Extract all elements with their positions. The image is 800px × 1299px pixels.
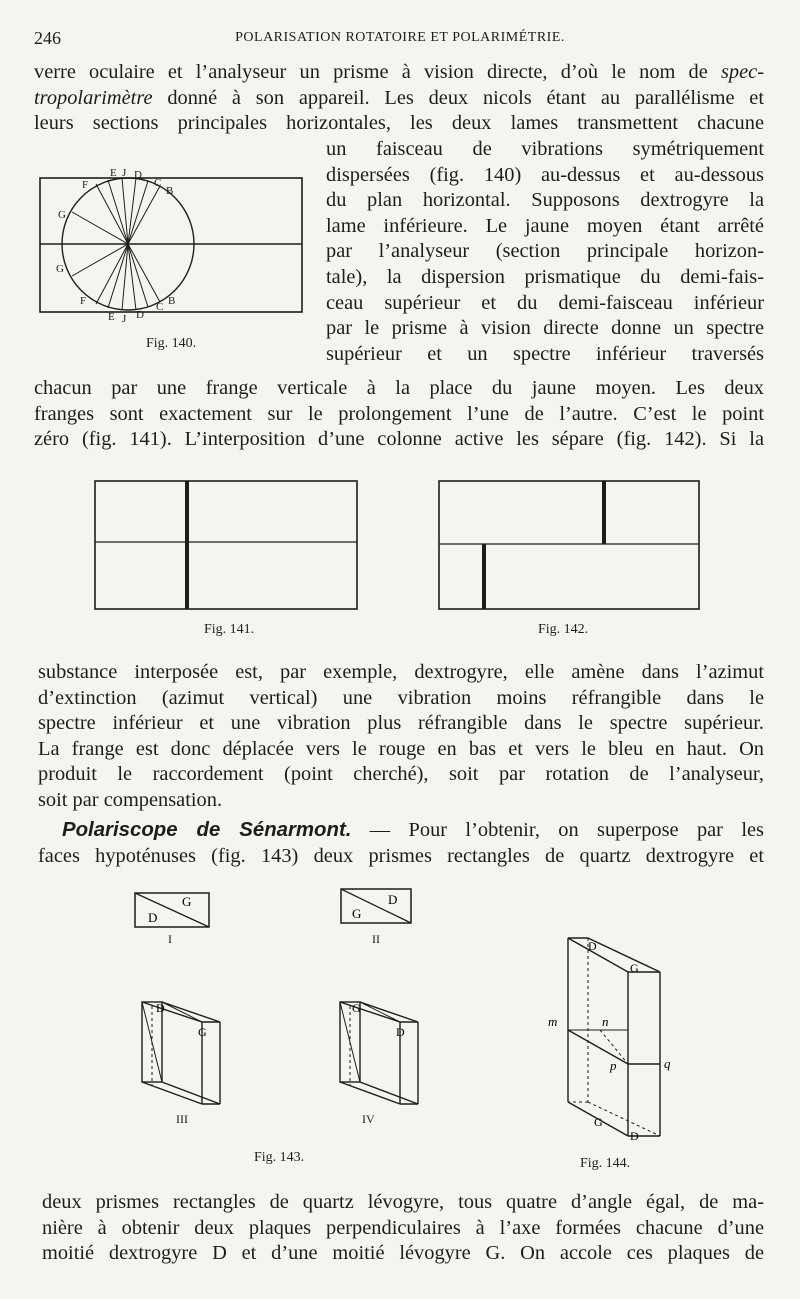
paragraph-block-5 — [38, 818, 764, 869]
fig144-label-bottom-d: D — [630, 1129, 639, 1143]
text-line: franges sont exactement sur le prolongement l’une de l’autre. C’est le point — [34, 402, 764, 425]
fig140-label-top-f: F — [82, 179, 89, 191]
figure-143-part-i — [134, 892, 210, 928]
fig143-numeral-iii: III — [176, 1112, 188, 1126]
figure-143-part-ii — [340, 888, 412, 924]
fig140-label-bottom-f: F — [80, 295, 87, 307]
running-title: POLARISATION ROTATOIRE ET POLARIMÉTRIE. — [235, 30, 565, 45]
fig140-label-bottom-j: J — [122, 313, 127, 325]
figure-143-part-iv — [338, 996, 424, 1120]
text-line: par le prisme à vision directe donne un spectre — [326, 317, 764, 340]
text-line: du plan horizontal. Supposons dextrogyre la — [326, 189, 764, 212]
text-line: La frange est donc déplacée vers le rouge en bas et vers le bleu en haut. On — [38, 737, 764, 760]
figure-143-part-iii — [140, 996, 226, 1120]
paragraph-block-6 — [42, 1190, 764, 1267]
fig144-label-m: m — [548, 1014, 558, 1029]
text-line: faces hypoténuses (fig. 143) deux prismes rectangles de quartz dextrogyre et — [38, 844, 764, 867]
text-line — [38, 818, 764, 844]
fig140-frame — [40, 178, 302, 312]
figure-144-diagram — [544, 934, 674, 1144]
figure-141-diagram — [94, 480, 358, 610]
figure-142-diagram — [438, 480, 700, 610]
fig144-label-bottom-g: G — [594, 1115, 603, 1129]
fig143-i-label-g: G — [182, 894, 192, 909]
text-line: un faisceau de vibrations symétriquement — [326, 138, 764, 160]
fig143-iii-label-g: G — [198, 1025, 207, 1039]
fig144-label-q: q — [664, 1056, 671, 1071]
fig140-label-top-g: G — [58, 209, 66, 221]
text-line-content: tropolarimètre donné à son appareil. Les deux nicols étant au parallélisme et — [34, 86, 764, 109]
text-line: supérieur et un spectre inférieur traversés — [326, 342, 764, 365]
text-line-content: verre oculaire et l’analyseur un prisme à vision directe, d’où le nom de spec- — [34, 61, 764, 83]
text-line: nière à obtenir deux plaques perpendiculaires à l’axe formées chacune d’une — [42, 1216, 764, 1239]
text-line-content: leurs sections principales horizontales, les deux lames transmettent chacune — [34, 112, 764, 135]
text-line: zéro (fig. 141). L’interposition d’une colonne active les sépare (fig. 142). Si la — [34, 428, 764, 451]
fig143-i-label-d: D — [148, 910, 158, 925]
fig140-label-bottom-b: B — [168, 295, 176, 307]
paragraph-block-3 — [34, 376, 764, 453]
paragraph-block-1 — [34, 60, 764, 137]
text-line: d’extinction (azimut vertical) une vibration moins réfrangible dans le — [38, 686, 764, 709]
text-line — [34, 111, 764, 137]
fig144-label-p: p — [610, 1058, 617, 1073]
fig144-label-top-d: D — [588, 939, 597, 953]
fig143-ii-label-g: G — [352, 906, 362, 921]
fig140-label-bottom-c: C — [156, 301, 164, 313]
text-line — [34, 60, 764, 86]
fig143-iv-label-d: D — [396, 1025, 405, 1039]
paragraph-block-2 — [326, 137, 764, 367]
italic-term: tropolarimètre — [34, 86, 153, 109]
fig144-label-n: n — [602, 1014, 609, 1029]
text-line: tale), la dispersion prismatique du demi-fais- — [326, 265, 764, 288]
paragraph-block-4 — [38, 660, 764, 814]
text-line: moitié dextrogyre D et d’une moitié lévogyre G. On accole ces plaques de — [42, 1242, 764, 1265]
fig140-label-top-c: C — [154, 177, 162, 189]
text-line: substance interposée est, par exemple, dextrogyre, elle amène dans l’azimut — [38, 661, 764, 683]
fig143-numeral-iv: IV — [362, 1112, 375, 1126]
fig140-caption: Fig. 140. — [146, 336, 197, 351]
text-line — [34, 86, 764, 112]
text-line: spectre inférieur et une vibration plus réfrangible dans le spectre supérieur. — [38, 712, 764, 735]
text-line-content: — Pour l’obtenir, on superpose par les — [351, 819, 764, 841]
fig140-label-top-b: B — [166, 185, 174, 197]
figure-140-diagram — [36, 164, 308, 324]
fig140-label-bottom-g: G — [56, 263, 64, 275]
fig140-label-bottom-e: E — [108, 311, 115, 323]
running-head — [34, 28, 766, 50]
text-line: produit le raccordement (point cherché), soit par rotation de l’analyseur, — [38, 763, 764, 786]
fig140-label-bottom-d: D — [136, 309, 144, 321]
section-heading: Polariscope de Sénarmont. — [62, 819, 352, 841]
fig143-ii-label-d: D — [388, 892, 398, 907]
fig142-caption: Fig. 142. — [538, 622, 589, 637]
text-line: ceau supérieur et du demi-faisceau inférieur — [326, 291, 764, 314]
fig144-caption: Fig. 144. — [580, 1156, 631, 1171]
fig141-caption: Fig. 141. — [204, 622, 255, 637]
fig143-iv-label-g: G — [352, 1001, 361, 1015]
fig140-label-top-e: E — [110, 167, 117, 179]
fig143-iii-label-d: D — [156, 1001, 165, 1015]
text-line: dispersées (fig. 140) au-dessus et au-dessous — [326, 163, 764, 186]
text-line: par l’analyseur (section principale horizon- — [326, 240, 764, 263]
text-line: soit par compensation. — [38, 788, 223, 811]
italic-term: spec- — [720, 61, 764, 83]
fig144-label-top-g: G — [630, 961, 639, 975]
fig140-label-top-j: J — [122, 167, 127, 179]
page-number: 246 — [34, 28, 61, 48]
text-line: lame inférieure. Le jaune moyen étant arrêté — [326, 214, 764, 237]
fig143-numeral-i: I — [168, 932, 172, 946]
fig143-caption: Fig. 143. — [254, 1150, 305, 1165]
text-line: chacun par une frange verticale à la place du jaune moyen. Les deux — [34, 377, 764, 399]
fig140-label-top-d: D — [134, 169, 142, 181]
fig143-numeral-ii: II — [372, 932, 380, 946]
text-line: deux prismes rectangles de quartz lévogyre, tous quatre d’angle égal, de ma- — [42, 1191, 764, 1213]
